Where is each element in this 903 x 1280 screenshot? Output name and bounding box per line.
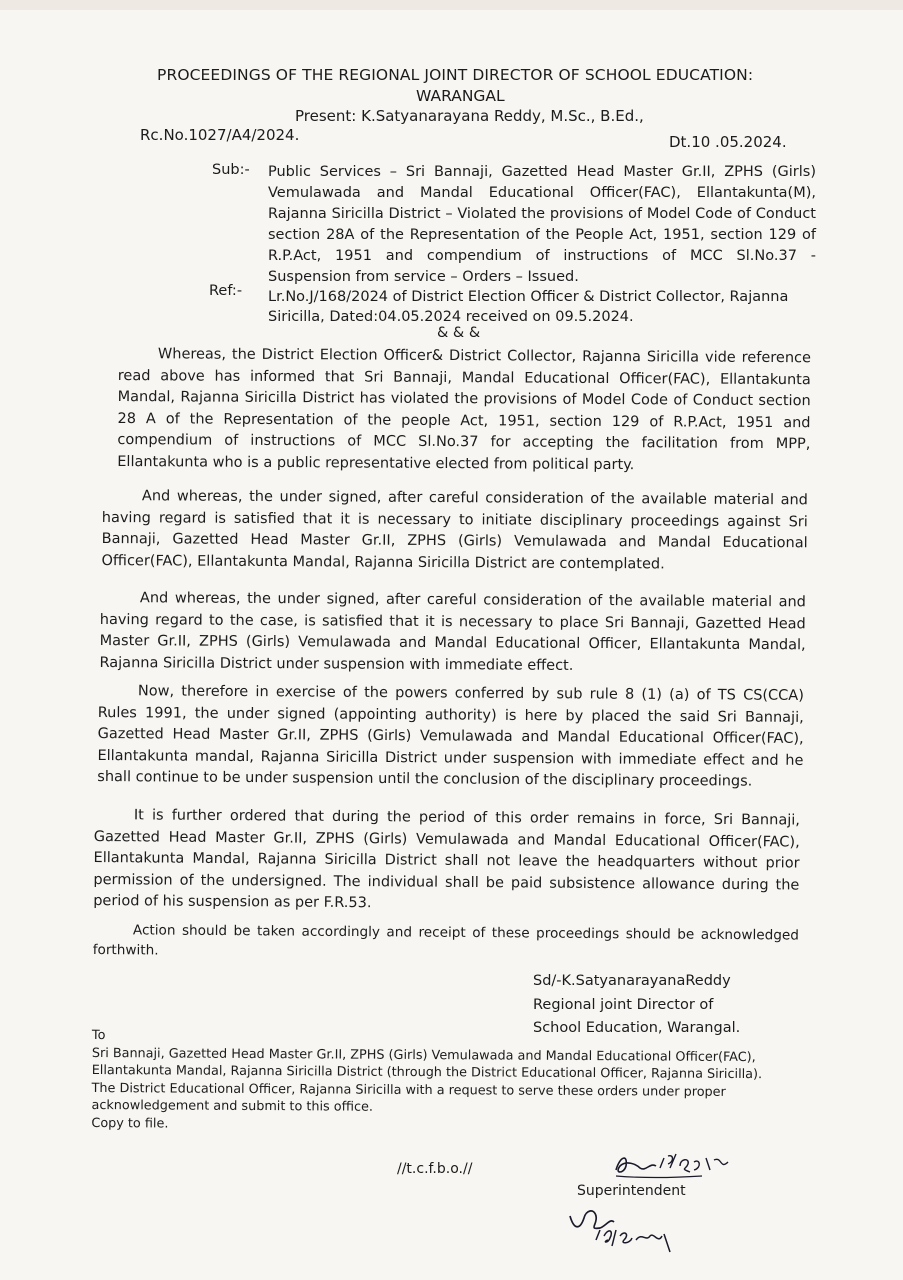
paragraph-disciplinary: And whereas, the under signed, after careful consideration of the available material and having regard is satisfied that it is necessary to initiate disciplinary proceedings against Sri Bannaji, Gazetted Head Master Gr.II, ZPHS (Girls) Vemulawada and Mandal Educational Officer(FAC), Ellantakunta Mandal, Rajanna Siricilla District are contemplated. — [101, 488, 808, 573]
superintendent-signature-icon — [610, 1148, 740, 1184]
paragraph-order: Now, therefore in exercise of the powers conferred by sub rule 8 (1) (a) of TS CS(CCA) Rules 1991, the under signed (appointing authority) is here by placed the said Sri Bannaji, Gazetted Head Master Gr.II, ZPHS (Girls) Vemulawada and Mandal Educational Officer(FAC), Ellantakunta mandal, Rajanna Siricilla District under suspension with immediate effect and he shall continue to be under suspension until the conclusion of the disciplinary proceedings. — [97, 683, 804, 790]
proceedings-title: PROCEEDINGS OF THE REGIONAL JOINT DIRECTOR OF SCHOOL EDUCATION: — [157, 66, 754, 84]
proceedings-title-location: WARANGAL — [416, 87, 505, 105]
signature-office: School Education, Warangal. — [533, 1020, 741, 1036]
order-date: Dt.10 .05.2024. — [669, 133, 787, 151]
recipient-2: The District Educational Officer, Rajanna Siricilla with a request to serve these orders under proper acknowledgement and submit to this office. — [91, 1080, 726, 1116]
superintendent-label: Superintendent — [577, 1183, 686, 1199]
reference-label: Ref:- — [209, 283, 243, 299]
paragraph-suspension-need: And whereas, the under signed, after careful consideration of the available material and having regard to the case, is satisfied that it is necessary to place Sri Bannaji, Gazetted Head Master Gr.II, ZPHS (Girls) Vemulawada and Mandal Educational Officer, Ellantakunta Mandal, Rajanna Siricilla District under suspension with immediate effect. — [99, 590, 806, 674]
paragraph-further-order: It is further ordered that during the period of this order remains in force, Sri Bannaji, Gazetted Head Master Gr.II, ZPHS (Girls) Vemulawada and Mandal Educational Officer(FAC), Ellantakunta Mandal, Rajanna Siricilla District shall not leave the headquarters without prior permission of the undersigned. The individual shall be paid subsistence allowance during the period of his suspension as per F.R.53. — [93, 807, 800, 912]
to-label: To — [91, 1028, 106, 1044]
subject-text: Public Services – Sri Bannaji, Gazetted Head Master Gr.II, ZPHS (Girls) Vemulawada and Mandal Educational Officer(FAC), Ellantakunta(M), Rajanna Siricilla District – Violated the provisions of Model Code of Conduct section 28A of the Representation of the People Act, 1951, section 129 of R.P.Act, 1951 and compendium of instructions of MCC Sl.No.37 - Suspension from service – Orders – Issued. — [268, 164, 816, 285]
true-copy-mark: //t.c.f.b.o.// — [397, 1161, 473, 1177]
reference-text: Lr.No.J/168/2024 of District Election Officer & District Collector, Rajanna Siricilla, Dated:04.05.2024 received on 09.5.2024. — [268, 289, 789, 325]
copy-to-file: Copy to file. — [91, 1115, 169, 1132]
initial-signature-icon — [566, 1200, 686, 1256]
signature-name: Sd/-K.SatyanarayanaReddy — [533, 973, 731, 989]
paragraph-action: Action should be taken accordingly and receipt of these proceedings should be acknowledged forthwith. — [92, 922, 799, 959]
paragraph-whereas: Whereas, the District Election Officer& District Collector, Rajanna Siricilla vide reference read above has informed that Sri Bannaji, Mandal Educational Officer(FAC), Ellantakunta Mandal, Rajanna Siricilla District has violated the provisions of Model Code of Conduct section 28 A of the Representation of the people Act, 1951, section 129 of R.P.Act, 1951 and compendium of instructions of MCC Sl.No.37 for accepting the facilitation from MPP, Ellantakunta who is a public representative elected from political party. — [117, 346, 811, 474]
recipients-block — [91, 1027, 782, 1137]
reference-number: Rc.No.1027/A4/2024. — [140, 126, 300, 144]
signature-designation: Regional joint Director of — [533, 996, 714, 1013]
scan-edge — [0, 0, 903, 10]
present-officer: Present: K.Satyanarayana Reddy, M.Sc., B.Ed., — [295, 107, 644, 125]
subject-label: Sub:- — [212, 162, 250, 178]
recipient-1: Sri Bannaji, Gazetted Head Master Gr.II, ZPHS (Girls) Vemulawada and Mandal Educational Officer(FAC), Ellantakunta Mandal, Rajanna Siricilla District (through the District Educational Officer, Rajanna Siricilla). — [91, 1045, 763, 1083]
section-separator: & & & — [437, 325, 481, 341]
